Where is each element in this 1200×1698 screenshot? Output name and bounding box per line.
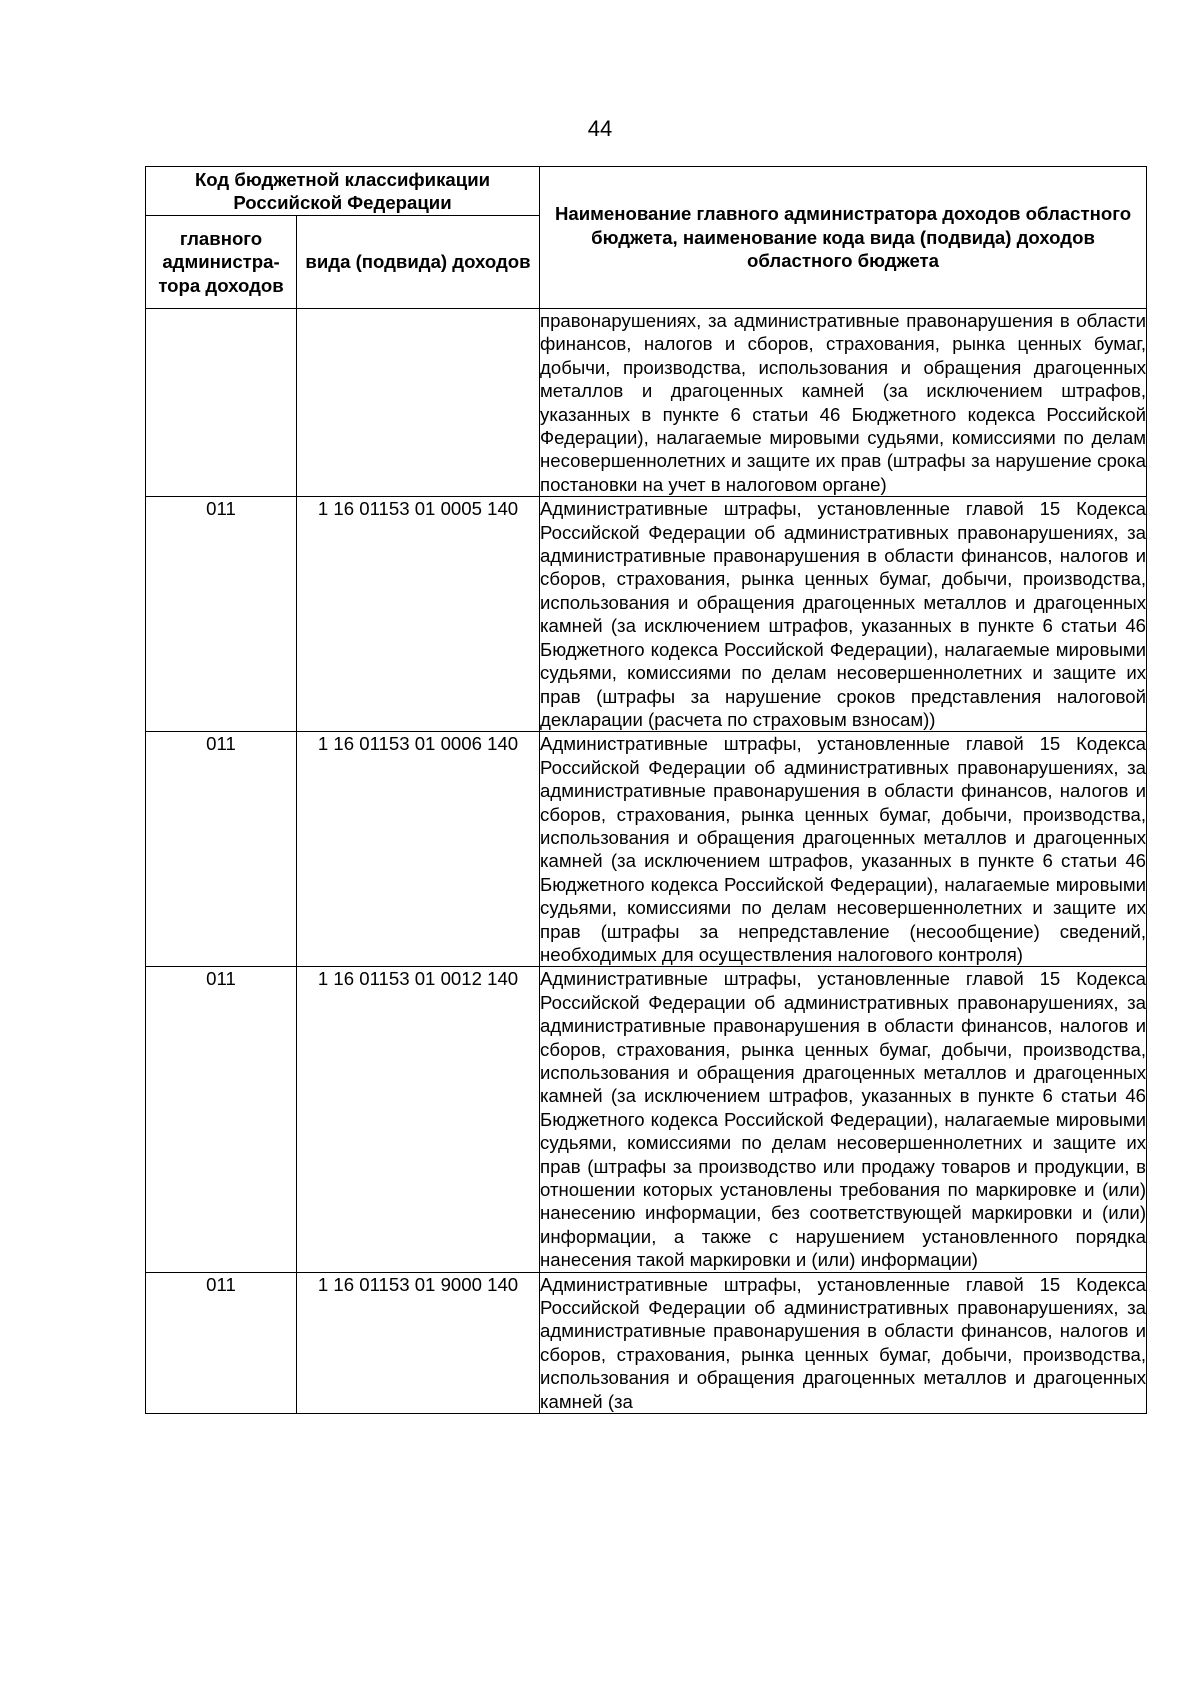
page-number: 44 xyxy=(587,116,613,141)
row-kind-code xyxy=(297,309,540,497)
table-row xyxy=(146,1272,1147,1413)
row-kind-code: 1 16 01153 01 0012 140 xyxy=(297,967,540,1272)
table-row xyxy=(146,732,1147,967)
header-kind-column: вида (подвида) доходов xyxy=(297,216,540,309)
row-kind-code: 1 16 01153 01 0006 140 xyxy=(297,732,540,967)
header-name-column: Наименование главного администратора доходов областного бюджета, наименование кода вида (подвида) доходов областного бюджета xyxy=(540,167,1147,309)
row-description: Административные штрафы, установленные главой 15 Кодекса Российской Федерации об административных правонарушениях, за административные правонарушения в области финансов, налогов и сборов, страхования, рынка ценных бумаг, добычи, производства, использования и обращения драгоценных металлов и драгоценных камней (за исключением штрафов, указанных в пункте 6 статьи 46 Бюджетного кодекса Российской Федерации), налагаемые мировыми судьями, комиссиями по делам несовершеннолетних и защите их прав (штрафы за нарушение сроков представления налоговой декларации (расчета по страховым взносам)) xyxy=(540,498,1147,730)
row-description: Административные штрафы, установленные главой 15 Кодекса Российской Федерации об административных правонарушениях, за административные правонарушения в области финансов, налогов и сборов, страхования, рынка ценных бумаг, добычи, производства, использования и обращения драгоценных металлов и драгоценных камней (за исключением штрафов, указанных в пункте 6 статьи 46 Бюджетного кодекса Российской Федерации), налагаемые мировыми судьями, комиссиями по делам несовершеннолетних и защите их прав (штрафы за непредставление (несообщение) сведений, необходимых для осуществления налогового контроля) xyxy=(540,733,1147,965)
row-admin-code: 011 xyxy=(146,732,297,967)
row-admin-code: 011 xyxy=(146,1272,297,1413)
row-description: Административные штрафы, установленные главой 15 Кодекса Российской Федерации об административных правонарушениях, за административные правонарушения в области финансов, налогов и сборов, страхования, рынка ценных бумаг, добычи, производства, использования и обращения драгоценных металлов и драгоценных камней (за xyxy=(540,1273,1147,1412)
table-row xyxy=(146,967,1147,1272)
row-admin-code: 011 xyxy=(146,497,297,732)
table-header-row xyxy=(146,167,1147,216)
row-description: Административные штрафы, установленные главой 15 Кодекса Российской Федерации об административных правонарушениях, за административные правонарушения в области финансов, налогов и сборов, страхования, рынка ценных бумаг, добычи, производства, использования и обращения драгоценных металлов и драгоценных камней (за исключением штрафов, указанных в пункте 6 статьи 46 Бюджетного кодекса Российской Федерации), налагаемые мировыми судьями, комиссиями по делам несовершеннолетних и защите их прав (штрафы за производство или продажу товаров и продукции, в отношении которых установлены требования по маркировке и (или) нанесению информации, без соответствующей маркировки и (или) информации, а также с нарушением установленного порядка нанесения такой маркировки и (или) информации) xyxy=(540,968,1147,1271)
budget-classification-table xyxy=(145,166,1147,1414)
row-admin-code xyxy=(146,309,297,497)
table-row xyxy=(146,309,1147,497)
row-description: правонарушениях, за административные правонарушения в области финансов, налогов и сборов, страхования, рынка ценных бумаг, добычи, производства, использования и обращения драгоценных металлов и драгоценных камней (за исключением штрафов, указанных в пункте 6 статьи 46 Бюджетного кодекса Российской Федерации), налагаемые мировыми судьями, комиссиями по делам несовершеннолетних и защите их прав (штрафы за нарушение срока постановки на учет в налоговом органе) xyxy=(540,310,1147,495)
header-admin-column: главного администра-тора доходов xyxy=(146,216,297,309)
row-kind-code: 1 16 01153 01 0005 140 xyxy=(297,497,540,732)
row-admin-code: 011 xyxy=(146,967,297,1272)
row-kind-code: 1 16 01153 01 9000 140 xyxy=(297,1272,540,1413)
table-row xyxy=(146,497,1147,732)
header-code-group: Код бюджетной классификации Российской Федерации xyxy=(146,167,540,216)
